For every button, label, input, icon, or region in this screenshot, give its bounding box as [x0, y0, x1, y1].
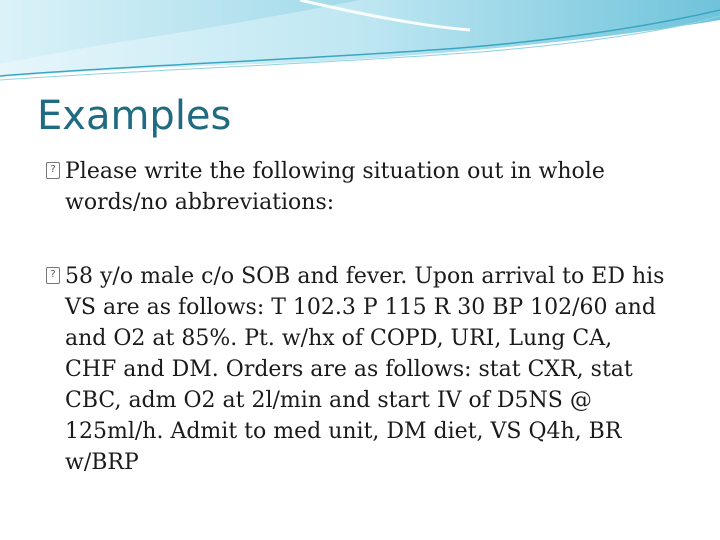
missing-glyph-box-icon — [44, 161, 65, 181]
bullet-line: CBC, adm O2 at 2l/min and start IV of D5NS @ — [65, 388, 592, 413]
bullet-text: Please write the following situation out in whole — [65, 159, 605, 184]
bullet-line: CHF and DM. Orders are as follows: stat CXR, stat — [65, 357, 633, 382]
missing-glyph-box-icon — [44, 266, 65, 286]
bullet-line: words/no abbreviations: — [65, 190, 335, 215]
slide-title: Examples — [37, 93, 232, 139]
bullet-text: 58 y/o male c/o SOB and fever. Upon arrival to ED his — [65, 264, 665, 289]
bullet-line — [44, 261, 694, 292]
bullet-line — [44, 156, 694, 187]
bullet-item-2 — [44, 261, 694, 478]
bullet-line: 125ml/h. Admit to med unit, DM diet, VS Q4h, BR — [65, 419, 622, 444]
header-wave-decoration — [0, 0, 720, 90]
bullet-line: and O2 at 85%. Pt. w/hx of COPD, URI, Lung CA, — [65, 326, 613, 351]
bullet-item-1 — [44, 156, 694, 218]
bullet-line: VS are as follows: T 102.3 P 115 R 30 BP 102/60 and — [65, 295, 656, 320]
bullet-line: w/BRP — [65, 450, 139, 475]
